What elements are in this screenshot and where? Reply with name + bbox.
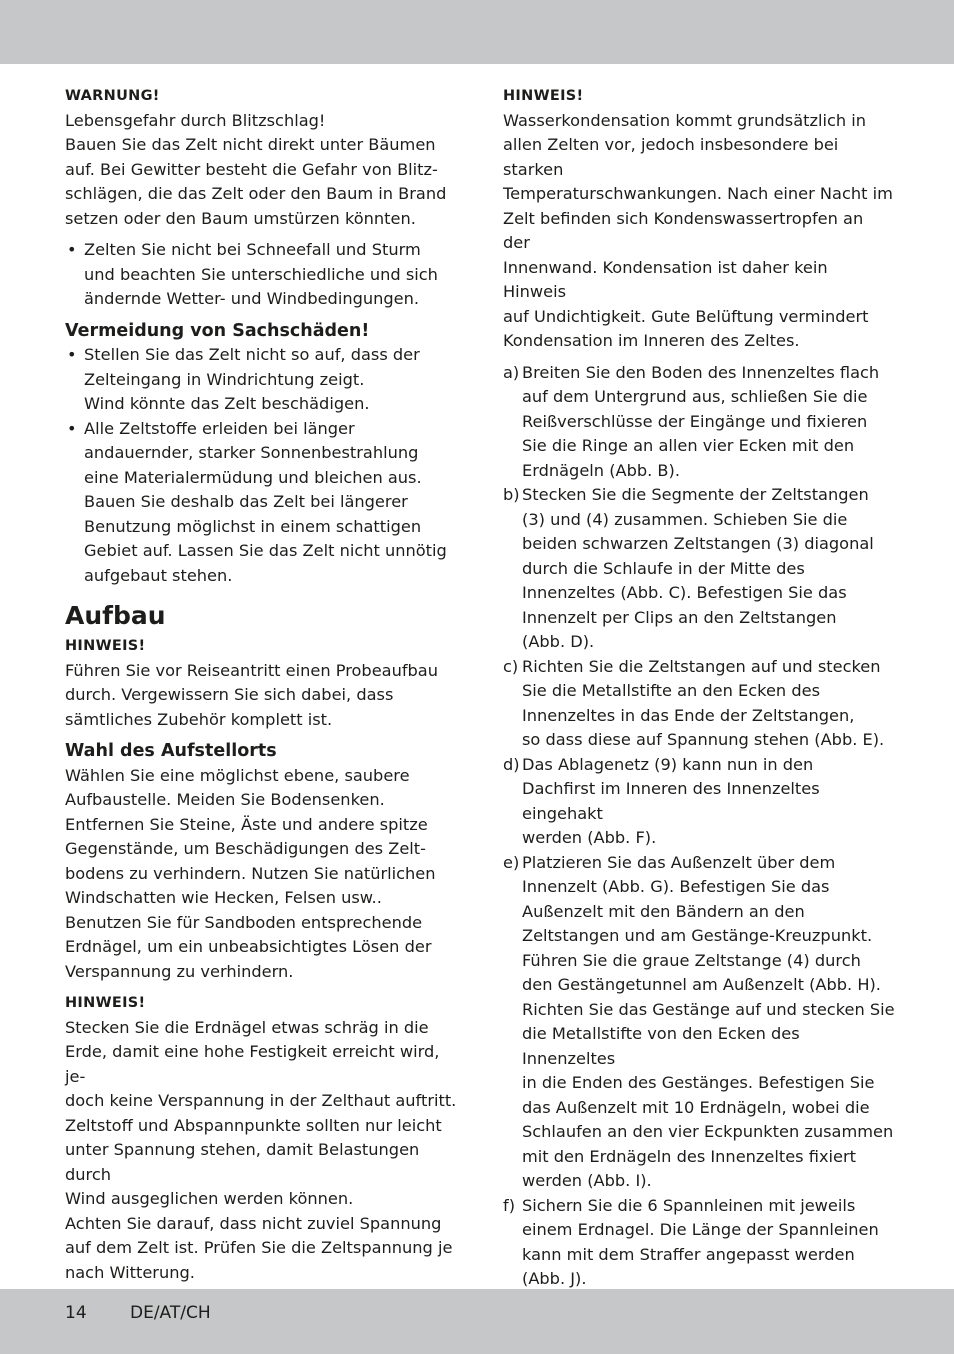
note-text-1	[65, 659, 457, 733]
step-marker: b)	[503, 485, 520, 504]
text-line: auf. Bei Gewitter besteht die Gefahr von Blitz-	[65, 159, 438, 179]
warning-text	[65, 109, 457, 232]
text-line: Verspannung zu verhindern.	[65, 961, 294, 981]
text-line: und beachten Sie unterschiedliche und sich	[84, 264, 438, 284]
text-line: unter Spannung stehen, damit Belastungen durch	[65, 1140, 420, 1184]
note-label-2: HINWEIS!	[65, 995, 146, 1011]
warning-label: WARNUNG!	[65, 88, 160, 104]
text-line: den Gestängetunnel am Außenzelt (Abb. H).	[522, 975, 881, 994]
text-line: eine Materialermüdung und bleichen aus.	[84, 467, 422, 487]
text-line: aufgebaut stehen.	[84, 565, 233, 585]
text-line: Sie die Ringe an allen vier Ecken mit den	[522, 436, 855, 455]
text-line: Benutzung möglichst in einem schattigen	[84, 516, 422, 536]
text-line: Zeltstangen und am Gestänge-Kreuzpunkt.	[522, 926, 873, 945]
text-line: Erdnägeln (Abb. B).	[522, 460, 680, 480]
damage-bullets	[65, 343, 457, 588]
text-line: Stecken Sie die Segmente der Zeltstangen	[522, 485, 869, 504]
step-marker: c)	[503, 656, 519, 676]
text-line: Innenzeltes (Abb. C). Befestigen Sie das	[522, 583, 847, 602]
header-band	[0, 0, 954, 64]
text-line: allen Zelten vor, jedoch insbesondere bei starken	[503, 135, 839, 179]
text-line: Richten Sie das Gestänge auf und stecken Sie	[522, 999, 895, 1019]
text-line: Gebiet auf. Lassen Sie das Zelt nicht unnötig	[84, 541, 447, 560]
text-line: Wind ausgeglichen werden können.	[65, 1189, 354, 1208]
weather-bullets	[65, 238, 457, 312]
text-line: beiden schwarzen Zeltstangen (3) diagonal	[522, 534, 874, 553]
text-line: in die Enden des Gestänges. Befestigen Sie	[522, 1073, 875, 1092]
text-line: Aufbaustelle. Meiden Sie Bodensenken.	[65, 790, 385, 809]
text-line: Innenwand. Kondensation ist daher kein Hinweis	[503, 257, 828, 301]
text-line: Zelt befinden sich Kondenswassertropfen an der	[503, 208, 864, 252]
page-number: 14	[65, 1303, 87, 1323]
bullet-item	[65, 343, 457, 417]
text-line: Innenzelt per Clips an den Zeltstangen	[522, 607, 837, 627]
step-item	[503, 655, 895, 753]
text-line: Zeltstoff und Abspannpunkte sollten nur leicht	[65, 1115, 442, 1135]
text-line: mit den Erdnägeln des Innenzeltes fixiert	[522, 1146, 856, 1166]
text-line: werden (Abb. F).	[522, 828, 657, 847]
text-line: Führen Sie die graue Zeltstange (4) durch	[522, 950, 861, 970]
text-line: Reißverschlüsse der Eingänge und fixieren	[522, 411, 868, 431]
aufbau-heading: Aufbau	[65, 601, 166, 630]
text-line: bodens zu verhindern. Nutzen Sie natürlichen	[65, 863, 436, 883]
text-line: setzen oder den Baum umstürzen könnten.	[65, 208, 416, 228]
right-column	[503, 84, 895, 1292]
note-text-2	[65, 1016, 457, 1286]
text-line: Wind könnte das Zelt beschädigen.	[84, 394, 370, 413]
text-line: Richten Sie die Zeltstangen auf und stecken	[522, 656, 881, 676]
text-line: • Stellen Sie das Zelt nicht so auf, dass der	[84, 345, 420, 364]
text-line: Zelteingang in Windrichtung zeigt.	[84, 369, 365, 389]
text-line: (Abb. J).	[522, 1269, 587, 1288]
step-item	[503, 1194, 895, 1292]
site-text	[65, 764, 457, 985]
step-marker: f)	[503, 1195, 516, 1215]
text-line: Platzieren Sie das Außenzelt über dem	[522, 852, 836, 872]
condensation-note-text	[503, 109, 895, 354]
text-line: Gegenstände, um Beschädigungen des Zelt-	[65, 839, 426, 858]
setup-steps	[503, 361, 895, 1292]
step-item	[503, 753, 895, 851]
text-line: auf dem Zelt ist. Prüfen Sie die Zeltspannung je	[65, 1238, 453, 1257]
text-line: Sie die Metallstifte an den Ecken des	[522, 681, 821, 700]
step-marker: d)	[503, 754, 520, 774]
text-line: Innenzelt (Abb. G). Befestigen Sie das	[522, 877, 830, 896]
text-line: auf Undichtigkeit. Gute Belüftung vermindert	[503, 306, 869, 326]
text-line: nach Witterung.	[65, 1262, 195, 1282]
text-line: • Zelten Sie nicht bei Schneefall und Sturm	[84, 240, 421, 259]
text-line: andauernder, starker Sonnenbestrahlung	[84, 443, 419, 462]
text-line: durch die Schlaufe in der Mitte des	[522, 558, 805, 578]
step-item	[503, 361, 895, 484]
text-line: Erdnägel, um ein unbeabsichtigtes Lösen der	[65, 937, 432, 956]
text-line: auf dem Untergrund aus, schließen Sie die	[522, 387, 868, 406]
text-line: Außenzelt mit den Bändern an den	[522, 901, 805, 921]
text-line: Entfernen Sie Steine, Äste und andere spitze	[65, 814, 428, 834]
site-heading: Wahl des Aufstellorts	[65, 741, 277, 761]
text-line: Kondensation im Inneren des Zeltes.	[503, 331, 800, 350]
note-label-1: HINWEIS!	[65, 638, 146, 654]
text-line: Bauen Sie deshalb das Zelt bei längerer	[84, 492, 408, 511]
text-line: Führen Sie vor Reiseantritt einen Probeaufbau	[65, 660, 438, 680]
text-line: Das Ablagenetz (9) kann nun in den	[522, 754, 814, 774]
text-line: ändernde Wetter- und Windbedingungen.	[84, 289, 420, 308]
condensation-note-label: HINWEIS!	[503, 88, 584, 104]
step-marker: e)	[503, 852, 520, 872]
text-line: Innenzeltes in das Ende der Zeltstangen,	[522, 705, 855, 725]
left-column	[65, 84, 457, 1285]
text-line: Breiten Sie den Boden des Innenzeltes flach	[522, 362, 880, 382]
text-line: Benutzen Sie für Sandboden entsprechende	[65, 912, 423, 932]
text-line: Wasserkondensation kommt grundsätzlich in	[503, 110, 867, 130]
text-line: so dass diese auf Spannung stehen (Abb. E).	[522, 730, 885, 749]
text-line: sämtliches Zubehör komplett ist.	[65, 709, 333, 729]
step-marker: a)	[503, 362, 520, 382]
text-line: Schlaufen an den vier Eckpunkten zusammen	[522, 1122, 894, 1141]
text-line: Erde, damit eine hohe Festigkeit erreicht wird, je-	[65, 1042, 440, 1086]
text-line: • Alle Zeltstoffe erleiden bei länger	[84, 418, 355, 438]
text-line: Sichern Sie die 6 Spannleinen mit jeweils	[522, 1195, 856, 1215]
text-line: Stecken Sie die Erdnägel etwas schräg in die	[65, 1017, 429, 1037]
text-line: Bauen Sie das Zelt nicht direkt unter Bäumen	[65, 135, 436, 154]
text-line: schlägen, die das Zelt oder den Baum in Brand	[65, 184, 447, 203]
text-line: (3) und (4) zusammen. Schieben Sie die	[522, 509, 848, 529]
text-line: einem Erdnagel. Die Länge der Spannleinen	[522, 1220, 879, 1239]
step-item	[503, 483, 895, 655]
damage-heading: Vermeidung von Sachschäden!	[65, 320, 370, 341]
text-line: werden (Abb. I).	[522, 1171, 652, 1190]
text-line: Windschatten wie Hecken, Felsen usw..	[65, 888, 382, 907]
text-line: Achten Sie darauf, dass nicht zuviel Spannung	[65, 1213, 442, 1233]
bullet-item	[65, 417, 457, 589]
step-item	[503, 851, 895, 1194]
text-line: doch keine Verspannung in der Zelthaut auftritt.	[65, 1091, 457, 1110]
bullet-item	[65, 238, 457, 312]
text-line: (Abb. D).	[522, 632, 595, 651]
text-line: die Metallstifte von den Ecken des Innenzeltes	[522, 1024, 800, 1068]
text-line: Lebensgefahr durch Blitzschlag!	[65, 110, 326, 130]
text-line: Temperaturschwankungen. Nach einer Nacht im	[503, 184, 893, 203]
language-code: DE/AT/CH	[130, 1303, 211, 1323]
text-line: kann mit dem Straffer angepasst werden	[522, 1244, 855, 1264]
text-line: durch. Vergewissern Sie sich dabei, dass	[65, 685, 394, 704]
text-line: Wählen Sie eine möglichst ebene, saubere	[65, 765, 410, 785]
text-line: das Außenzelt mit 10 Erdnägeln, wobei die	[522, 1097, 870, 1117]
text-line: Dachfirst im Inneren des Innenzeltes eingehakt	[522, 779, 820, 823]
